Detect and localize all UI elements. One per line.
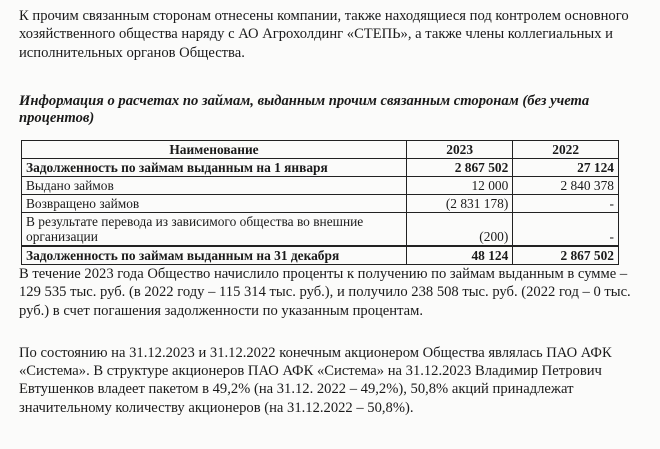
row-value-2023: (200): [407, 213, 513, 247]
row-value-2023: 48 124: [407, 246, 513, 265]
row-value-2022: 2 840 378: [513, 177, 619, 195]
table-row-returned: [22, 195, 619, 213]
table-row-closing-balance: [22, 246, 619, 265]
table-row-issued: [22, 177, 619, 195]
row-label: Задолженность по займам выданным на 1 января: [22, 159, 407, 177]
previous-page-text-fragment: [0, 0, 300, 5]
row-value-2022: -: [513, 213, 619, 247]
row-value-2022: 27 124: [513, 159, 619, 177]
row-label: Возвращено займов: [22, 195, 407, 213]
table-row-transfer: [22, 213, 619, 247]
row-value-2023: (2 831 178): [407, 195, 513, 213]
interest-paragraph: В течение 2023 года Общество начислило проценты к получению по займам выданным в сумме – 129 535 тыс. руб. (в 2022 году – 115 314 тыс. руб.), и получило 238 508 тыс. руб. (2022 год – 0 тыс. руб.) в счет погашения задолженности по указанным процентам.: [19, 266, 631, 319]
row-label: В результате перевода из зависимого общества во внешние организации: [22, 213, 407, 247]
header-2022: 2022: [513, 141, 619, 159]
section-heading: Информация о расчетах по займам, выданным прочим связанным сторонам (без учета процентов): [19, 93, 590, 126]
table-row-opening-balance: [22, 159, 619, 177]
header-2023: 2023: [407, 141, 513, 159]
shareholder-paragraph: По состоянию на 31.12.2023 и 31.12.2022 конечным акционером Общества являлась ПАО АФК «Система». В структуре акционеров ПАО АФК «Система» на 31.12.2023 Владимир Петрович Евтушенков владеет пакетом в 49,2% (на 31.12. 2022 – 49,2%), 50,8% акций принадлежат значительному количеству акционеров (на 31.12.2022 – 50,8%).: [19, 345, 612, 416]
row-value-2022: -: [513, 195, 619, 213]
row-label: Задолженность по займам выданным на 31 декабря: [22, 246, 407, 265]
row-label: Выдано займов: [22, 177, 407, 195]
header-name: Наименование: [22, 141, 407, 159]
intro-paragraph: К прочим связанным сторонам отнесены компании, также находящиеся под контролем основного хозяйственного общества наряду с АО Агрохолдинг «СТЕПЬ», а также члены коллегиальных и исполнительных органов Общества.: [19, 8, 629, 61]
loans-table: [21, 140, 619, 265]
row-value-2023: 12 000: [407, 177, 513, 195]
table-header-row: [22, 141, 619, 159]
row-value-2022: 2 867 502: [513, 246, 619, 265]
row-value-2023: 2 867 502: [407, 159, 513, 177]
